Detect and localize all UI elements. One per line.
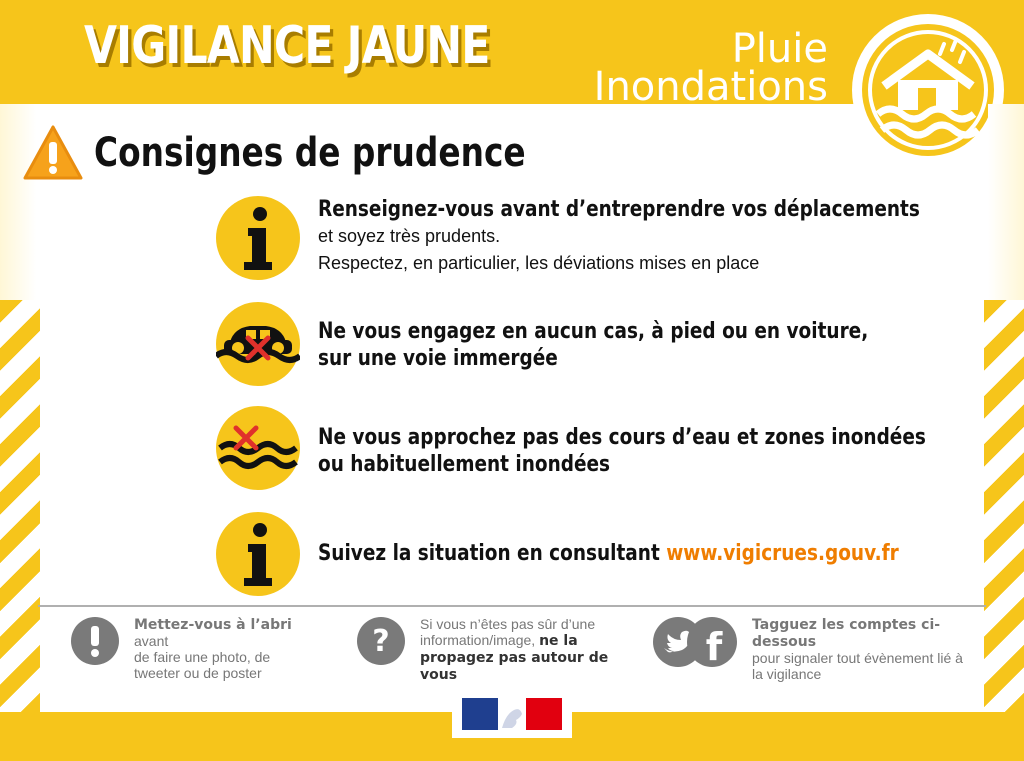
hazard-type — [593, 26, 828, 110]
marianne-flag-icon — [462, 698, 562, 730]
right-hazard-stripes — [984, 300, 1024, 720]
advice-item-no-driving — [216, 302, 918, 386]
warning-triangle-icon — [22, 124, 84, 182]
advice-item-follow — [216, 512, 918, 596]
advice-item-no-approach — [216, 406, 926, 490]
shelter-bold: Mettez-vous à l’abri — [134, 617, 292, 633]
shelter-text: de faire une photo, de — [134, 649, 271, 665]
social-icons — [652, 616, 738, 668]
advice-title: Renseignez-vous avant d’entreprendre vos déplacements — [318, 197, 920, 222]
info-icon — [216, 196, 300, 280]
footer-doubt — [356, 616, 630, 683]
social-bold: Tagguez les comptes ci-dessous — [752, 617, 941, 650]
left-hazard-stripes — [0, 300, 40, 720]
advice-title — [318, 540, 899, 567]
doubt-text: Si vous n’êtes pas sûr d’une — [420, 616, 596, 632]
advice-body: et soyez très prudents. — [318, 226, 501, 246]
doubt-bold: ne la — [539, 633, 578, 649]
shelter-text: avant — [134, 633, 169, 649]
advice-prefix: Suivez la situation en consultant — [318, 541, 667, 566]
advice-title: Ne vous approchez pas des cours d’eau et zones inondées — [318, 425, 926, 450]
right-fade — [988, 104, 1024, 300]
info-icon — [216, 512, 300, 596]
advice-item-inform — [216, 196, 918, 280]
flood-house-badge-icon — [848, 10, 1008, 170]
no-water-icon — [216, 406, 300, 490]
footer-social — [652, 616, 982, 682]
section-title: Consignes de prudence — [94, 130, 526, 176]
hazard-line-1: Pluie — [731, 26, 828, 72]
exclamation-icon — [70, 616, 120, 666]
section-heading — [22, 124, 620, 182]
social-text: pour signaler tout évènement lié à — [752, 650, 963, 666]
svg-text:f: f — [705, 625, 723, 668]
vigicrues-link[interactable]: www.vigicrues.gouv.fr — [666, 541, 899, 566]
page-title: VIGILANCE JAUNE — [84, 16, 490, 76]
footer-divider — [38, 605, 986, 607]
advice-title-line2: sur une voie immergée — [318, 346, 558, 371]
svg-text:?: ? — [372, 624, 390, 659]
flooded-car-icon — [216, 302, 300, 386]
shelter-text: tweeter ou de poster — [134, 665, 262, 681]
footer-shelter — [70, 616, 314, 681]
hazard-line-2: Inondations — [593, 64, 828, 110]
advice-body: Respectez, en particulier, les déviations mises en place — [318, 253, 760, 273]
question-icon — [356, 616, 406, 666]
doubt-text: information/image, — [420, 632, 540, 648]
social-text: la vigilance — [752, 666, 822, 682]
doubt-bold: propagez pas autour de vous — [420, 650, 609, 683]
republic-logo — [452, 690, 572, 738]
advice-title-line2: ou habituellement inondées — [318, 452, 611, 477]
advice-title: Ne vous engagez en aucun cas, à pied ou en voiture, — [318, 319, 869, 344]
